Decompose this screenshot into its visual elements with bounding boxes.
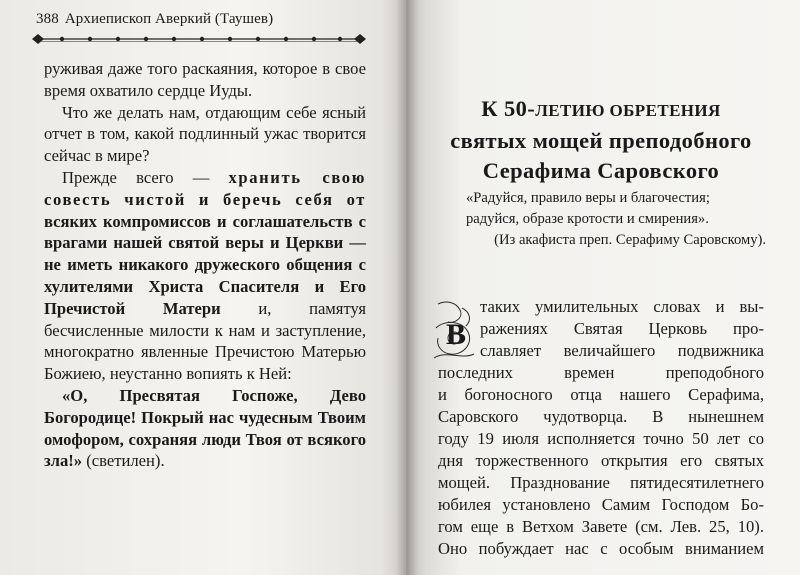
paragraph: [44, 385, 366, 472]
right-page-body: [438, 296, 764, 560]
text-line: мощей. Празднование пятидесятилетнего: [438, 473, 764, 492]
paragraph: Что же делать нам, отдающим себе ясный отчет в том, какой подлинный ужас творится сейчас в мире?: [44, 102, 366, 166]
page-number: 388: [36, 11, 59, 27]
text-line: последних времен преподобного: [438, 363, 764, 382]
text-run: и, памятуя бесчисленные милости к нам и заступление, многократно явленные Пречистою Матерью Божиею, неустанно вопиять к Ней:: [44, 298, 366, 384]
title-text: святых мощей преподобного: [450, 128, 752, 153]
text-run: Прежде всего —: [62, 167, 210, 187]
prayer-text: «О, Пресвятая Госпоже, Дево Богородице! Покрый нас чудесным Твоим омофором, сохраняя люди Твоя от всякого зла!»: [44, 385, 366, 471]
left-page-body: [44, 58, 366, 472]
text-line: дня торжественного открытия его святых: [438, 451, 764, 470]
text-line: ражениях Святая Церковь про-: [480, 319, 764, 338]
epigraph-source: (Из акафиста преп. Серафиму Саровскому).: [494, 232, 766, 248]
text-line: гом еще в Ветхом Завете (см. Лев. 25, 10).: [438, 517, 764, 536]
text-line: и богоносного отца нашего Серафима,: [438, 385, 764, 404]
title-text: ЛЕТИЮ ОБРЕТЕНИЯ: [535, 101, 721, 120]
running-head-title: Архиепископ Аверкий (Таушев): [64, 11, 274, 27]
text-line: юбилея установлено Самим Господом Бо-: [438, 495, 764, 514]
text-run: (светилен).: [86, 451, 165, 471]
title-text: К 50-: [481, 96, 536, 121]
text-line: году 19 июля исполняется точно 50 лет со: [438, 429, 764, 448]
ornamental-rule: [30, 31, 368, 47]
text-line: таких умилительных словах и вы-: [480, 297, 764, 316]
text-line: славляет величайшего подвижника: [480, 341, 764, 360]
text-line: Оно побуждает нас с особым вниманием: [438, 539, 764, 558]
epigraph-line: «Радуйся, правило веры и благочестия;: [466, 190, 710, 206]
chapter-title: [436, 94, 766, 186]
paragraph: [44, 167, 366, 385]
text-line: Саровского чудотворца. В нынешнем: [438, 407, 764, 426]
spaced-bold-text: хранить свою совесть чистой и беречь себя от: [44, 167, 366, 209]
paragraph: руживая даже того раскаяния, которое в свое время охватило сердце Иуды.: [44, 59, 366, 100]
bold-text: всяких компромиссов и соглашательств с врагами нашей святой веры и Церкви — не иметь никакого дружеского общения с хулителями Христа Спасителя и Его Пречистой Матери: [44, 211, 366, 318]
drop-cap-letter: В: [446, 318, 467, 351]
epigraph-line: радуйся, образе кротости и смирения».: [466, 210, 709, 227]
epigraph: [466, 188, 766, 251]
running-head: [36, 11, 273, 28]
spine-gutter: [396, 0, 418, 575]
title-text: Серафима Саровского: [482, 158, 720, 183]
